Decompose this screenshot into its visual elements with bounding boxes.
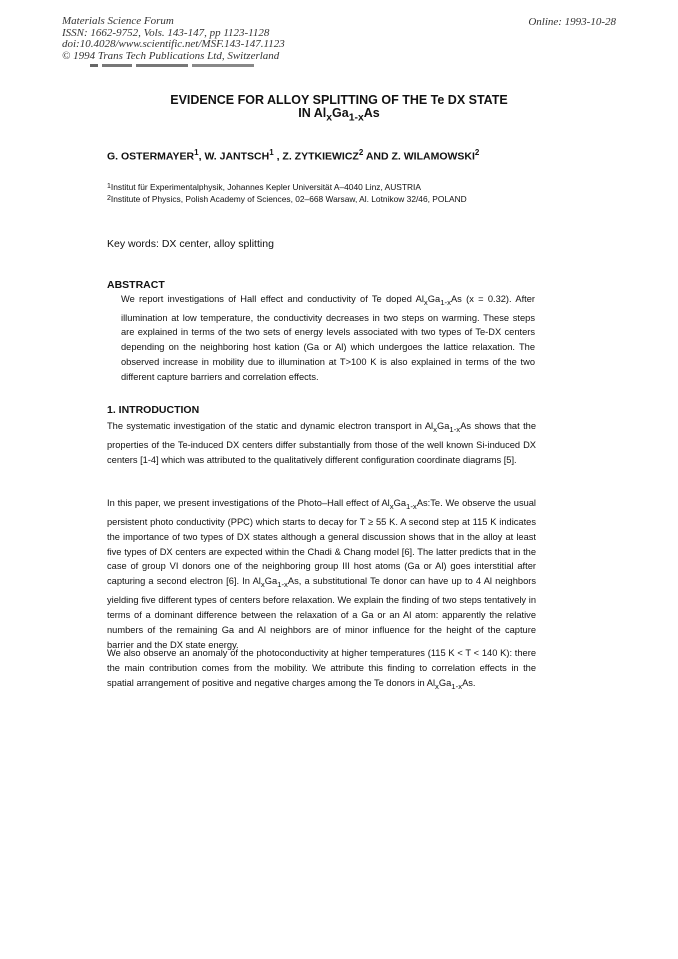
affiliation-1-number: 1 [107, 183, 111, 190]
p1-text-b: shows that the properties of the Te-induced DX centers differ substantially from those of the well known Si-induced DX centers [1-4] which was attributed to the qualitatively different configuration coordinate diagrams [5]. [107, 421, 536, 465]
p3-text-a: We also observe an anomaly of the photoconductivity at higher temperatures (115 K < T < 140 K): there the main contribution comes from the mobility. We attribute this finding to correlation effects in the spatial arrangement of positive and negative charges among the Te donors in Al [107, 648, 536, 688]
abstract-x-sub: x [423, 297, 428, 307]
abstract-ga: Ga [427, 294, 441, 304]
author-separator: , [273, 150, 283, 163]
author-2-affil: 1 [269, 148, 274, 157]
scan-artifact-graphic [90, 63, 260, 68]
journal-name: Materials Science Forum [62, 15, 174, 27]
p3-x-sub: x [435, 681, 439, 691]
abstract-text-1: We report investigations of Hall effect and conductivity of Te doped Al [121, 294, 424, 304]
copyright-line: © 1994 Trans Tech Publications Ltd, Switzerland [62, 49, 280, 62]
author-1: G. OSTERMAYER [107, 150, 195, 163]
title-in-al: IN Al [298, 106, 327, 120]
p1-text-a: The systematic investigation of the static and dynamic electron transport in Al [107, 421, 434, 431]
issn-line: ISSN: 1662-9752, Vols. 143-147, pp 1123-1128 [62, 26, 270, 39]
obscured-copyright-strip [90, 63, 260, 68]
p2-x-sub-2: x [260, 580, 265, 590]
author-1-affil: 1 [194, 148, 199, 157]
author-3: Z. ZYTKIEWICZ [282, 150, 359, 163]
p2-x-sub: x [389, 501, 394, 511]
p1-as: As [460, 421, 472, 431]
p2-ga-2: Ga [264, 576, 278, 587]
author-4: Z. WILAMOWSKI [391, 150, 475, 163]
title-as: As [363, 106, 380, 120]
intro-paragraph-3 [107, 646, 536, 695]
affiliation-2 [107, 193, 467, 205]
title-line-2 [0, 107, 678, 125]
affiliation-1-text: Institut für Experimentalphysik, Johannes Kepler Universität A–4040 Linz, AUSTRIA [110, 182, 421, 192]
online-date: Online: 1993-10-28 [528, 16, 616, 28]
p1-x-sub: x [433, 424, 437, 434]
author-3-affil: 2 [358, 148, 364, 157]
p1-1x-sub: 1-x [449, 424, 461, 434]
paper-title [0, 94, 678, 125]
p2-1x-sub-2: 1-x [277, 580, 288, 590]
title-x-sub: x [326, 112, 333, 124]
p2-text-a: In this paper, we present investigations of the Photo–Hall effect of Al [107, 498, 390, 508]
intro-paragraph-1 [107, 419, 536, 468]
abstract-body [121, 292, 535, 385]
p3-1x-sub: 1-x [451, 681, 463, 691]
p2-ga: Ga [393, 498, 407, 508]
p2-1x-sub: 1-x [406, 501, 417, 511]
p3-ga: Ga [438, 677, 452, 688]
author-4-affil: 2 [474, 148, 480, 157]
p2-text-c: As, a substitutional Te donor can have up to 4 Al neighbors yielding five different types of centers before relaxation. We explain the finding of two steps tentatively in terms of a dominant difference between the relaxation of a Ga or an Al atom: apparently the relative numbers of the remaining Ga and Al neighbors are of minor influence for the height of the capture barrier and the DX state energy. [107, 576, 536, 650]
abstract-text-2: As (x = 0.32). After illumination at low temperature, the conductivity decreases in two steps on warming. These steps are explained in terms of the two sets of energy levels associated with two types of Te-DX centers depending on the neighboring host kation (Ga or Al) which undergoes the lattice relaxation. The observed increase in mobility due to illumination at T>100 K is also explained in terms of the two different capture barriers and correlation effects. [121, 294, 536, 382]
affiliation-2-text: Institute of Physics, Polish Academy of Sciences, 02–668 Warsaw, Al. Lotnikow 32/46, POLAND [110, 194, 467, 204]
author-2: W. JANTSCH [204, 150, 270, 163]
title-ga: Ga [332, 106, 349, 120]
affiliation-1 [107, 181, 467, 193]
author-separator: , [198, 150, 205, 163]
publication-header [62, 16, 382, 62]
abstract-1x-sub: 1-x [440, 297, 451, 307]
abstract-heading: ABSTRACT [107, 279, 165, 291]
author-list [107, 148, 479, 163]
keywords: Key words: DX center, alloy splitting [107, 238, 274, 250]
p3-text-b: As. [462, 677, 476, 688]
affiliations [107, 181, 467, 205]
doi-line[interactable]: doi:10.4028/www.scientific.net/MSF.143-147.1123 [62, 38, 285, 50]
author-and: AND [363, 150, 392, 163]
section-heading-introduction: 1. INTRODUCTION [107, 404, 200, 416]
intro-paragraph-2 [107, 496, 536, 653]
title-1x-sub: 1-x [348, 112, 364, 124]
p1-ga: Ga [437, 421, 450, 431]
affiliation-2-number: 2 [107, 195, 111, 202]
title-line-1: EVIDENCE FOR ALLOY SPLITTING OF THE Te DX STATE [170, 93, 508, 107]
p2-text-b: As:Te. We observe the usual persistent photo conductivity (PPC) which starts to decay for T ≥ 55 K. A second step at 115 K indicates the importance of two types of DX states although a general discussion shows that in the alloy at least five types of DX centers are expected within the Chadi & Chang model [6]. The latter predicts that in the case of group VI donors one of the neighboring group III host atoms (Ga or Al) goes interstitial after capturing a second electron [6]. In Al [107, 498, 536, 587]
